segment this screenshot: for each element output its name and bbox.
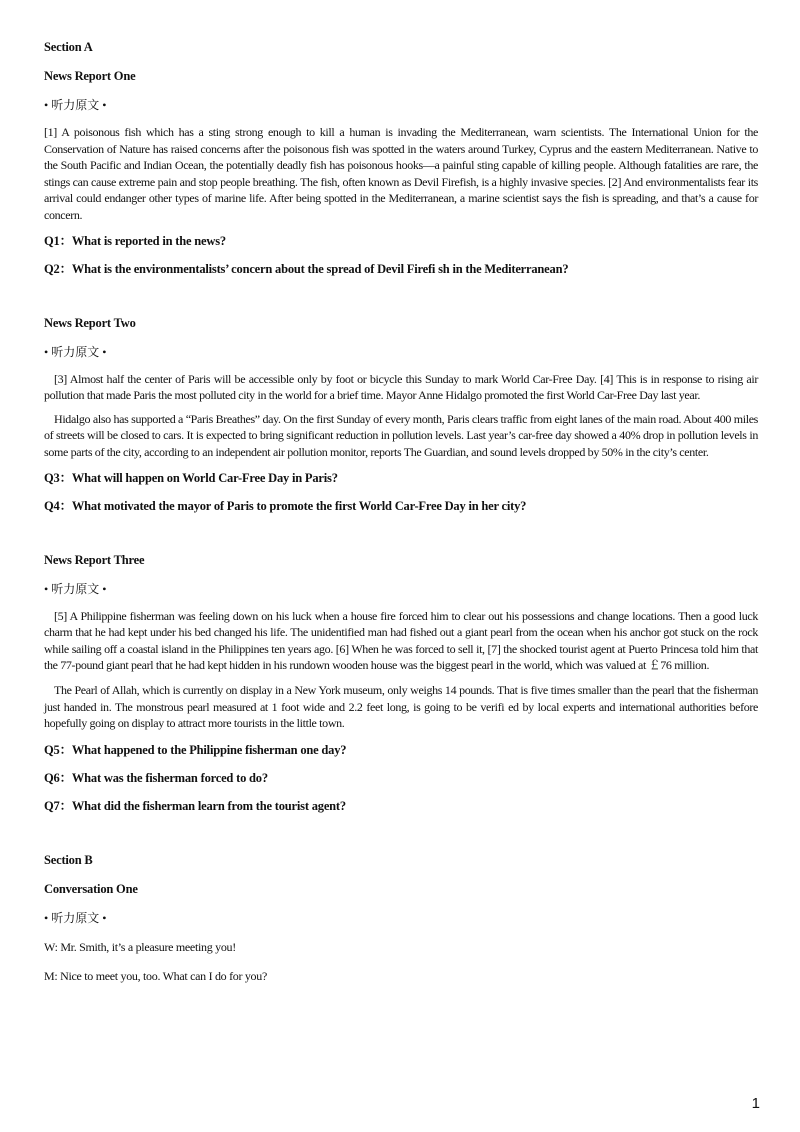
conversation-one-heading: Conversation One bbox=[44, 881, 138, 896]
report-three-paragraph-2: The Pearl of Allah, which is currently on display in a New York museum, only weighs 14 pounds. That is five times smaller than the pearl that the fisherman just handed in. The monstrous pearl measured at 1 foot wide and 2.2 feet long, is going to be verifi ed by local experts and international authorities before hopefully going on display to attract more tourists in the little town. bbox=[44, 682, 758, 731]
question-4: Q4：What motivated the mayor of Paris to promote the first World Car-Free Day in her city? bbox=[44, 498, 527, 513]
section-a-heading: Section A bbox=[44, 40, 93, 54]
transcript-marker: • 听力原文 • bbox=[44, 910, 107, 925]
question-2: Q2：What is the environmentalists’ concern about the spread of Devil Firefi sh in the Mediterranean? bbox=[44, 261, 569, 276]
transcript-marker: • 听力原文 • bbox=[44, 581, 107, 596]
dialogue-line-1: W: Mr. Smith, it’s a pleasure meeting you! bbox=[44, 939, 236, 954]
report-one-heading: News Report One bbox=[44, 69, 136, 83]
document-page bbox=[44, 36, 758, 984]
question-7: Q7：What did the fisherman learn from the tourist agent? bbox=[44, 798, 346, 813]
report-two-paragraph-2: Hidalgo also has supported a “Paris Breathes” day. On the first Sunday of every month, Paris clears traffic from eight lanes of the main road. About 400 miles of streets will be closed to cars. It is expected to bring significant reduction in pollution levels. Last year’s car-free day showed a 40% drop in pollution levels in some parts of the city, according to an independent air pollution monitor, reports The Guardian, and sound levels dropped by 50% in the city’s center. bbox=[44, 411, 758, 459]
question-1: Q1：What is reported in the news? bbox=[44, 233, 226, 248]
report-two-heading: News Report Two bbox=[44, 315, 136, 330]
question-5: Q5：What happened to the Philippine fisherman one day? bbox=[44, 742, 347, 757]
question-3: Q3：What will happen on World Car-Free Day in Paris? bbox=[44, 470, 338, 485]
section-b-heading: Section B bbox=[44, 852, 93, 867]
report-two-paragraph-1: [3] Almost half the center of Paris will be accessible only by foot or bicycle this Sunday to mark World Car-Free Day. [4] This is in response to rising air pollution that made Paris the most polluted city in the world for a brief time. Mayor Anne Hidalgo promoted the first World Car-Free Day last year. bbox=[44, 371, 758, 403]
transcript-marker: • 听力原文 • bbox=[44, 98, 107, 112]
report-one-paragraph: [1] A poisonous fish which has a sting strong enough to kill a human is invading the Mediterranean, warn scientists. The International Union for the Conservation of Nature has raised concerns after the poisonous fish was spotted in the waters around Turkey, Cyprus and the eastern Mediterranean. Native to the South Pacific and Indian Ocean, the potentially deadly fish has poisonous hooks—a painful sting capable of killing people. Although fatalities are rare, the stings can cause extreme pain and stop people breathing. The fish, often known as Devil Firefish, is a highly invasive species. [2] And environmentalists fear its arrival could endanger other types of marine life. After being spotted in the Mediterranean, a marine scientist says the fish is spreading, and that’s a cause for concern. bbox=[44, 125, 758, 222]
page-number: 1 bbox=[751, 1095, 760, 1112]
question-6: Q6：What was the fisherman forced to do? bbox=[44, 770, 268, 785]
transcript-marker: • 听力原文 • bbox=[44, 344, 107, 359]
dialogue-line-2: M: Nice to meet you, too. What can I do for you? bbox=[44, 968, 267, 983]
report-three-paragraph-1: [5] A Philippine fisherman was feeling down on his luck when a house fire forced him to clear out his possessions and change locations. Then a good luck charm that he had kept under his bed changed his life. The unidentified man had fished out a giant pearl from the ocean when his anchor got stuck on the rock while sailing off a coastal island in the Philippines ten years ago. [6] When he was forced to sell it, [7] the shocked tourist agent at Puerto Princesa told him that the 77-pound giant pearl that he had kept hidden in his rundown wooden house was the biggest pearl in the world, which was valued at ￡76 million. bbox=[44, 608, 758, 673]
report-three-heading: News Report Three bbox=[44, 552, 145, 567]
